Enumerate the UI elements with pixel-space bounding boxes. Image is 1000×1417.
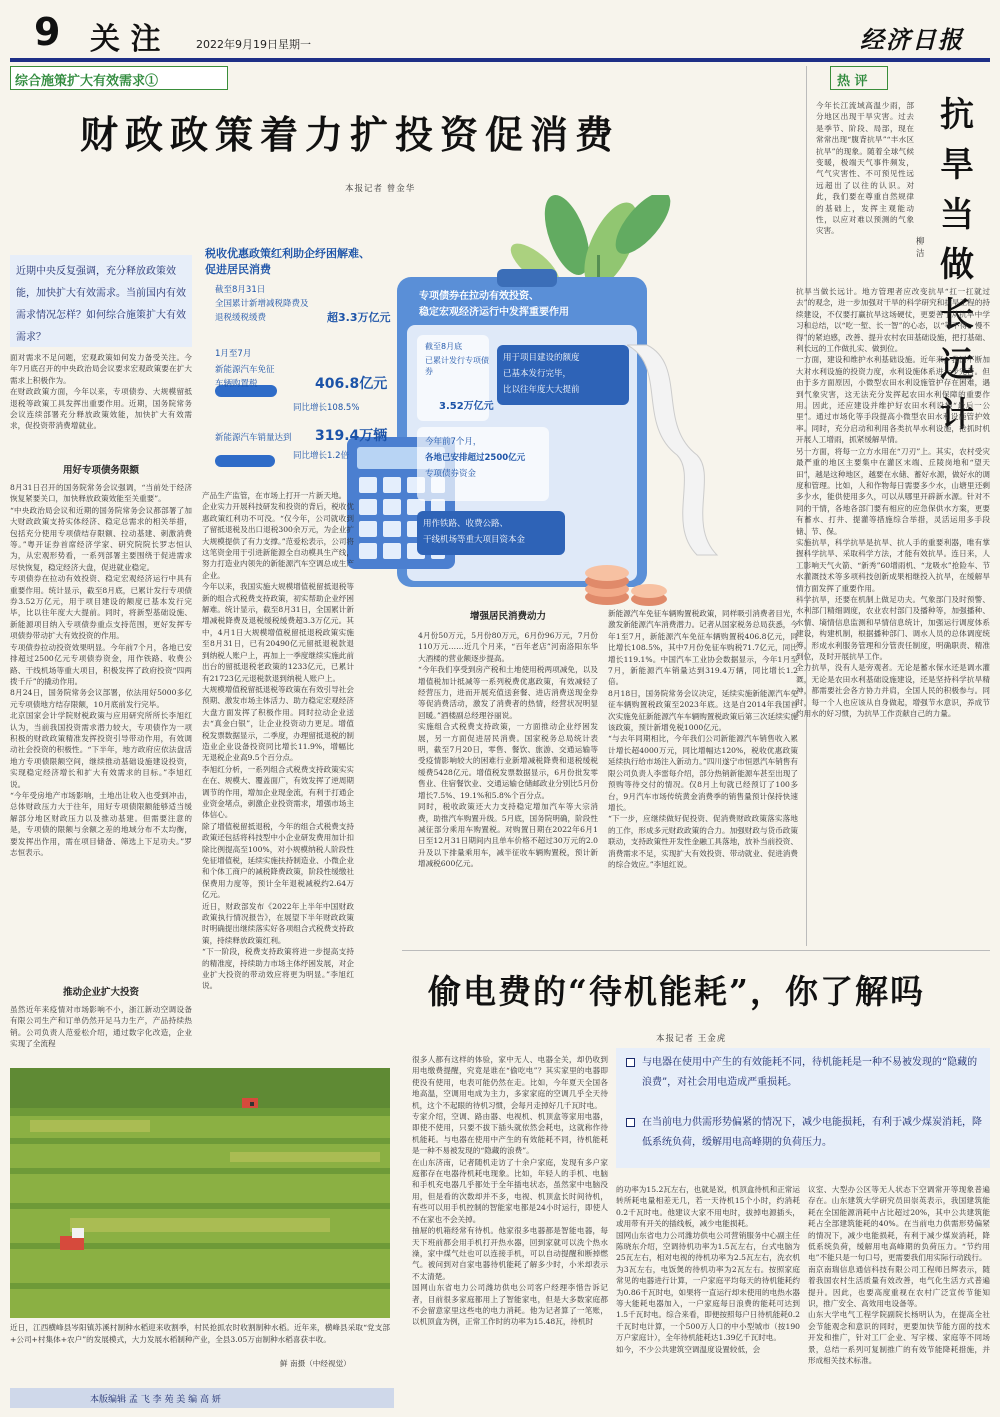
panel-title-2: 稳定宏观经济运行中发挥重要作用 bbox=[419, 307, 569, 318]
standby-byline: 本报记者 王金虎 bbox=[656, 1034, 727, 1044]
panel-item4-1: 用作铁路、收费公路、 bbox=[423, 519, 509, 529]
commentary-author: 柳 洁 bbox=[916, 237, 925, 259]
info-item1-label: 截至8月31日 bbox=[215, 285, 266, 295]
commentary-headline: 抗旱当做长远计 bbox=[940, 95, 974, 435]
section-name: 关 注 bbox=[90, 22, 161, 57]
info-item3-growth: 同比增长1.2倍 bbox=[293, 451, 350, 461]
commentary-tag-text: 热 评 bbox=[837, 74, 868, 89]
panel-item2-1: 用于项目建设的额度 bbox=[503, 353, 580, 363]
lead-box bbox=[10, 255, 192, 347]
main-headline: 财政政策着力扩投资促消费 bbox=[80, 112, 621, 157]
editors-line: 本版编辑 孟 飞 李 苑 美 编 高 妍 bbox=[90, 1395, 221, 1405]
commentary-intro: 今年长江流域高温少雨，部分地区出现干旱灾害。过去是季节、阶段、局部，现在常常出现“腹背抗旱”“丰水区抗旱”的现象。随着全球气候变暖，极端天气事件频发，气气灾害性、不可预见性远远超出了以往的认识。对此，我们要在尊重自然规律的基础上，发挥主观能动性，以应对难以预测的气象灾害。 bbox=[816, 101, 914, 236]
subhead-special-bonds: 用好专项债务限额 bbox=[62, 465, 139, 476]
series-tag-text: 综合施策扩大有效需求① bbox=[15, 74, 159, 89]
info-item1-value: 超3.3万亿元 bbox=[327, 311, 391, 324]
photo-credit: 鲜 南摄（中经视觉） bbox=[280, 1359, 351, 1368]
header-rule bbox=[10, 58, 990, 62]
panel-item2-2: 已基本发行完毕， bbox=[503, 369, 572, 379]
main-col1-body: 8月31日召开的国务院常务会议强调，“当前处于经济恢复紧要关口，加快释放政策效能至关重要”。 “中央政治局会议和近期的国务院常务会议都部署了加大财政政策支持实体经济、稳定总需求的相关举措，包括充分使用专项债结存限额、拉动基建、刺激消费等。”粤开证券首席经济学家、研究院院长罗志恒认为，从宏观形势看，一系列部署主要围绕于促进需求尽快恢复，稳定经济大盘，促进就业稳定。 专项债券在拉动有效投资、稳定宏观经济运行中具有重要作用。统计显示，截至8月底，已累计发行专项债券3.52万亿元，用于项目建设的额度已基本发行完毕，比以往年度大大提前。同时，将新型基础设施、新能源项目纳入专项债券重点支持范围，更好发挥专项债券带动扩大有效投资的作用。 专项债券拉动投资效果明显。今年前7个月，各地已安排超过2500亿元专项债券资金，用作铁路、收费公路、干线机场等重大项目，积极发挥了政府投资“四两拨千斤”的撬动作用。 8月24日，国务院常务会议部署，依法用好5000多亿元专项债地方结存限额，10月底前发行完毕。 北京国家会计学院财税政策与应用研究所所长李旭红认为，当前我国投资需求潜力较大，专项债作为一项积极的财政政策精准发挥投资引导带动作用，有效调动社会投资的积极性。“下半年，地方政府应依法盘活地方专项债限额空间，继续推动基础设施建设投资，实现稳定经济增长和扩大有效需求的目标。”李旭红说。 “今年受房地产市场影响，土地出让收入也受到冲击，总体财政压力大于往年，用好专项债限额能够适当缓解部分地区财政压力以及推动基建。但需要注意的是，专项债的限额与余额之差的地域分布不太均衡，要发挥出作用，需在项目储备、筛选上下足功夫。”罗志恒表示。 bbox=[10, 483, 192, 857]
standby-highlight-box bbox=[616, 1048, 990, 1168]
main-byline: 本报记者 曾金华 bbox=[345, 184, 416, 194]
panel-item1-2: 已累计发行专项债券 bbox=[425, 356, 489, 376]
subhead-enterprise-investment: 推动企业扩大投资 bbox=[62, 987, 139, 998]
standby-top-rule bbox=[402, 950, 990, 951]
panel-item4-2: 干线机场等重大项目资本金 bbox=[423, 535, 526, 545]
issue-weekday: 星期一 bbox=[278, 38, 311, 51]
highlight2-text: 在当前电力供需形势偏紧的情况下，减少电能损耗，有利于减少煤炭消耗，降低系统负荷，缓解用电高峰期的负荷压力。 bbox=[642, 1117, 982, 1148]
harvest-photo-art bbox=[10, 1068, 390, 1318]
main-col1-end: 虽然近年来疫情对市场影响不小，浙江新动空调设备有限公司生产和订单仍然开足马力生产，产品持续热销。公司负责人范爱松介绍，通过数字化改造，企业实现了全流程 bbox=[10, 1005, 192, 1049]
info-item2-desc-1: 新能源汽车免征 bbox=[215, 365, 275, 375]
series-tag bbox=[10, 66, 228, 90]
standby-headline: 偷电费的“待机能耗”，你了解吗 bbox=[428, 972, 925, 1011]
lead-text: 近期中央反复强调，充分释放政策效能，加快扩大有效需求。当前国内有效需求情况怎样？如何综合施策扩大有效需求？ bbox=[16, 266, 186, 343]
subhead-consumption: 增强居民消费动力 bbox=[469, 611, 546, 622]
panel-title-1: 专项债券在拉动有效投资、 bbox=[419, 291, 539, 302]
info-title-1: 税收优惠政策红利助企纾困解难、 bbox=[205, 247, 370, 260]
highlight2-bullet bbox=[626, 1118, 635, 1127]
info-item1-desc-2: 退税缓税缓费 bbox=[215, 313, 267, 323]
panel-item3-1: 今年前7个月， bbox=[425, 437, 482, 447]
standby-col3: 议室、大型办公区等无人状态下空调常开等现象普遍存在。山东建筑大学研究员田崇英表示，我国建筑能耗在全国能源消耗中占比超过20%，其中公共建筑能耗占全部建筑能耗的40%。在当前电力供需形势偏紧的情况下，减少电能损耗，有利于减少煤炭消耗，降低系统负荷，缓解用电高峰期的负荷压力。“节约用电”不能只是一句口号，更需要我们用实际行动践行。 南京南瑞信息通信科技有限公司工程师吕辉表示，随着我国农村生活质量有效改善，电气化生活方式普遍提升。因此，也要高度重视在农村广泛宣传节能知识，推广安全、高效用电设备等。 山东大学电气工程学院副院长杨明认为，在提高全社会节能观念和意识的同时，更要加快节能方面的技术开发和推广，针对工厂企业、写字楼、家庭等不同场景，总结一系列可复制推广的有效节能降耗措施，并形成相关技术标准。 bbox=[808, 1185, 990, 1366]
main-col3-body: 4月份50万元，5月份80万元，6月份96万元，7月份110万元……近几个月来，“百年老店”河南洛阳东华大酒楼的营业额逐步提高。 “今年我们享受到房产税和土地使用税两项减免，以及增值税加计抵减等一系列税费优惠政策，有效减轻了经营压力，进而开展充值送套餐、进店消费送现金券等促消费活动，激发了消费者的热情，经营状况明显回暖。”酒楼副总经理谷丽说。 实施组合式税费支持政策，一方面推动企业纾困发展，另一方面促进居民消费。国家税务总局统计表明，截至7月20日，零售、餐饮、旅游、交通运输等受疫情影响较大的困难行业新增减税降费和退税缓税缓费5428亿元。增值税发票数据显示，6月份批发零售业、住宿餐饮业、交通运输仓储邮政业分别比5月份增长7.5%、19.1%和5.8%个百分点。 同时，税收政策还大力支持稳定增加汽车等大宗消费，助推汽车购置升级。5月底，国务院明确，阶段性减征部分乘用车购置税。对购置日期在2022年6月1日至12月31日期间内且单车价格不超过30万元的2.0升及以下排量乘用车，减半征收车辆购置税，预计新增减税600亿元。 bbox=[418, 631, 598, 869]
harvest-photo bbox=[10, 1068, 390, 1318]
main-col1-intro: 面对需求不足问题，宏观政策如何发力备受关注。今年7月底召开的中央政治局会议要求宏观政策要在扩大需求上积极作为。 在财政政策方面，今年以来，专项债券、大规模留抵退税等政策工具发挥出重要作用。近期，国务院常务会议连续部署充分释放政策效能，加快扩大有效需求，促投资带消费增就业。 bbox=[10, 353, 192, 431]
info-title-2: 促进居民消费 bbox=[205, 263, 271, 276]
panel-item2-3: 比以往年度大大提前 bbox=[503, 385, 580, 395]
info-item3-desc: 新能源汽车销量达到 bbox=[215, 433, 292, 443]
panel-item1-1: 截至8月底 bbox=[425, 342, 463, 351]
info-item2-growth: 同比增长108.5% bbox=[293, 403, 360, 413]
info-item2-label: 1月至7月 bbox=[215, 349, 252, 359]
panel-item1-value: 3.52万亿元 bbox=[439, 401, 494, 412]
commentary-tag bbox=[830, 66, 888, 90]
masthead-logo: 经济日报 bbox=[860, 25, 964, 54]
page-header bbox=[0, 0, 1000, 60]
info-item2-desc-2: 车辆购置税 bbox=[215, 379, 258, 389]
panel-item3-3: 专项债券资金 bbox=[425, 469, 477, 479]
info-item3-value: 319.4万辆 bbox=[315, 428, 388, 444]
standby-col1: 很多人都有这样的体验，家中无人、电器全关，却仍收到用电缴费提醒，究竟是谁在“偷吃电”？其实家里的电器即使没有使用，电表可能仍然在走。比如，今年夏天全国各地高温，空调用电成为主力，多家家庭的空调几乎全天待机，这个不起眼的待机习惯，会每月走掉好几千瓦时电。 专家介绍，空调、路由器、电视机、机顶盒等家用电器，即使不使用，只要不拔下插头就依然会耗电，这就称作待机能耗。与电器在使用中产生的有效能耗不同，待机能耗是一种不易被发现的“隐藏的浪费”。 在山东济南，记者随机走访了十余户家庭，发现有多户家庭都存在电器待机耗电现象。比如，年轻人的手机、电脑和手机充电器几乎都处于全年插电状态，虽然家中电脑没用，但是看的次数却并不多，电视、机顶盒长时间待机，有些可以用手机控制的智能家电都是24小时运行，即使人不在家也不会关掉。 抽屉的机箱经常有待机。他家很多电器都是智能电器，每天下班前都会用手机打开热水器，回到家就可以洗个热水澡，家中煤气灶也可以连接手机，可以自动提醒和断掉燃气。被问到对自家电器待机能耗了解多少时，小米却表示不太清楚。 国网山东省电力公司潍坊供电公司客户经理李惜告诉记者，目前很多家庭都用上了智能家电，但是大多数家庭都不会留意家里这些电的电力消耗。他为记者算了一笔账，以机顶盒为例，正常工作时的功率为15.48瓦，待机时 bbox=[412, 1055, 608, 1327]
photo-caption: 近日，江西横峰县岑阳镇苏溪村制种水稻迎来收割季，村民抢抓农时收割制种水稻。近年来，横峰县采取“党支部+公司+村集体+农户”的发展模式，大力发展水稻制种产业，全县3.05万亩制种水稻喜获丰收。 bbox=[10, 1323, 390, 1344]
main-col4-body: 新能源汽车免征车辆购置税政策，同样吸引消费者目光，激发新能源汽车消费潜力。记者从国家税务总局获悉，今年1至7月，新能源汽车免征车辆购置税406.8亿元，同比增长108.5%，其中7月份免征车购税71.7亿元，同比增长119.1%。中国汽车工业协会数据显示，今年1月至7月，新能源汽车销量达到319.4万辆，同比增长1.2倍。 8月18日，国务院常务会议决定，延续实施新能源汽车免征车辆购置税政策至2023年底。这是自2014年我国首次实施免征新能源汽车车辆购置税政策后第三次延续实施该政策，预计新增免税1000亿元。 “与去年同期相比，今年我们公司新能源汽车销售收入累计增长超4000万元，同比增幅达120%，税收优惠政策延续执行给市场注入新动力。”四川遂宁市恒恩汽车销售有限公司负责人李雷每介绍，部分热销新能源车甚至出现了预购等待交付的情况。仅8月上旬就已经预订了100多台，9月汽车市场传统黄金消费季的销售量预计保持快速增长。 “下一步，应继续做好促投资、促消费财政政策落实落地的工作，形成多元财政政策的合力。加强财政与货币政策联动，支持政策性开发性金融工具落地，放补当前投资、消费需求不足，实现扩大有效投资、带动就业、促进消费的综合效应。”李旭红说。 bbox=[608, 609, 798, 869]
info-item1-desc-1: 全国累计新增减税降费及 bbox=[215, 299, 309, 309]
highlight1-bullet bbox=[626, 1058, 635, 1067]
commentary-body: 抗旱当做长远计。地方管理者应改变抗旱“扛一扛就过去”的观念，进一步加强对干旱的科学研究和抗旱工程的持续建设，不仅要打赢抗旱这场硬仗，更要善于从抗旱中学习和总结，以“吃一堑、长一智”的心态，以“等不得、慢不得”的紧迫感，改善、提升农村农田基础设施，把打基础、利长远的工作做扎实、做到位。 一方面，建设和维护水利基础设施。近年来，我国不断加大对水利设施的投资力度，水利设施体系进一步完善。但由于多方面原因，小微型农田水利设施管护存在困难，遇到气象灾害，这无法充分发挥起农田水利保障的重要作用。因此，还应建设并维护好农田水利设施“最后一公里”。通过市场化等手段提高小微型农田水利设施管护效率。同时，充分启动和利用各类抗旱水利设施，抢抓时机开展人工增雨，抓紧缓解旱情。 另一方面，将每一立方水用在“刀刃”上。其实，农村受灾最严重的地区主要集中在灌区末端、丘陵岗地和“望天田”，越是这种地区，越要在水储、蓄好水源，做好水的调度和管理。比如，人和作物每日需要多少水，山塘里还剩多少水，能供使用多久，可以从哪里开辟新水源。针对不同的干情，各地各部门要有相应的应急保供水方案，更要有蓄水、打井、提灌等措施综合举措，灵活运用多手段储、节、保。 实施抗旱，科学抗旱是抗旱、抗人手的重要利器，唯有掌握科学抗旱、采取科学方法，才能有效抗旱。连日来，人工影响天气火箭、“新秀”60增雨机、“龙吸水”抢险车、节水灌溉技术等多项科技创新成果相继投入抗旱，在缓解旱情方面发挥了重要作用。 科学抗旱，还要在机制上做足功夫。气象部门及时预警、水利部门精细调度，农业农村部门及播种等，加强播种、水情、墒情信息监测和早情信息统计，加强运行调度体系建设，构建机制，根据播种部门、调水人员的总体调度统筹，形成水利服务管理和分管责任制度，明确职责、精准到位，及时开展抗旱工作。 全力抗旱，没有人是旁观者。无论是蓄水保水还是调水灌溉，无论是农田水利基础设施建设，还是坚持科学抗旱精神，都需要社会各方协力并肩，全国人民的积极参与。同时，每一个人也应该从自身做起，增强节水意识，养成节约用水的好习惯，为抗旱工作贡献自己的力量。 bbox=[796, 287, 990, 719]
main-col2-body: 产品生产监管，在市场上打开一片新天地。 企业实力开展科技研发和投资的背后，税收优惠政策红利功不可没。“仅今年，公司就收到了留抵退税及出口退税300余万元，为企业扩大规模提供了有力支撑。”范爱松表示，公司将这笔资金用于引进新能源全自动模具生产线，努力打造业内领先的新能源汽车空调总成生产企业。 今年以来，我国实施大规模增值税留抵退税等新的组合式税费支持政策，初实帮助企业纾困解难。统计显示，截至8月31日，全国累计新增减税降费及退税缓税缓费超3.3万亿元。其中，4月1日大规模增值税留抵退税政策实施至8月31日，已有20490亿元留抵退税款退到纳税人账户上，再加上一季度继续实施此前出台的留抵退税老政策的1233亿元，已累计有21723亿元退税款退到纳税人账户上。 大规模增值税留抵退税等政策在有效引导社会预期、激发市场主体活力、助力稳定宏观经济大盘方面发挥了积极作用。同时拉动企业送去“真金白银”，让企业投资动力更足。增值税发票数据显示，二季度，办理留抵退税的制造业企业设备投资同比增长11.9%，增幅比无退税企业高9.5个百分点。 李旭红分析，一系列组合式税费支持政策实实在在、规模大、覆盖面广，有效发挥了逆周期调节的作用，增加企业现金流，有利于打通企业资金堵点，刺激企业投资需求，增强市场主体信心。 除了增值税留抵退税，今年的组合式税费支持政策还包括将科技型中小企业研发费用加计扣除比例提高至100%，对小规模纳税人阶段性免征增值税，延续实施扶持制造业、小微企业和个体工商户的减税降费政策，阶段性缓缴社保费用力度等，预计全年退税减税约2.64万亿元。 近日，财政部发布《2022年上半年中国财政政策执行情况报告》，在展望下半年财政政策时明确提出继续落实好各项组合式税费支持政策，持续释放政策红利。 “下一阶段，税费支持政策将进一步提高支持的精准度，持续助力市场主体纾困发展，对企业扩大投资的带动效应将更为明显。”李旭红说。 bbox=[202, 491, 354, 991]
highlight1-text: 与电器在使用中产生的有效能耗不同，待机能耗是一种不易被发现的“隐藏的浪费”，对社会用电造成严重损耗。 bbox=[642, 1057, 978, 1088]
page-number: 9 bbox=[34, 10, 61, 54]
editors-bar bbox=[10, 1388, 394, 1408]
panel-item3-2: 各地已安排超过2500亿元 bbox=[425, 453, 526, 463]
info-item2-value: 406.8亿元 bbox=[315, 376, 388, 392]
standby-col2: 的功率为15.2瓦左右，也就是说，机顶盒待机和正常运转所耗电量相差无几，若一天待机15个小时，约消耗0.2千瓦时电。他建议大家不用电时，拔掉电源插头，或用带有开关的插线板，减少电能损耗。 国网山东省电力公司潍坊供电公司营销服务中心副主任陈晓东介绍，空调待机功率为1.5瓦左右，台式电脑为25瓦左右，相对电视的待机功率为2.5瓦左右，洗衣机为3瓦左右，电饭煲的待机功率为2瓦左右。按照家庭常见的电器进行计算，一户家庭平均每天的待机能耗约为0.86千瓦时电，如果将一直运行却未使用的电热水器等大能耗电器加入，一户家庭每日浪费的能耗可达到1.5千瓦时电。综合来看，即便按照每户日待机能耗0.2千瓦时电计算，一个500万人口的中小型城市（按190万户家庭计），全年待机能耗达1.39亿千瓦时电。 如今，不少公共建筑空调温度设置较低，会 bbox=[616, 1185, 800, 1354]
issue-date: 2022年9月19日 bbox=[196, 38, 278, 51]
